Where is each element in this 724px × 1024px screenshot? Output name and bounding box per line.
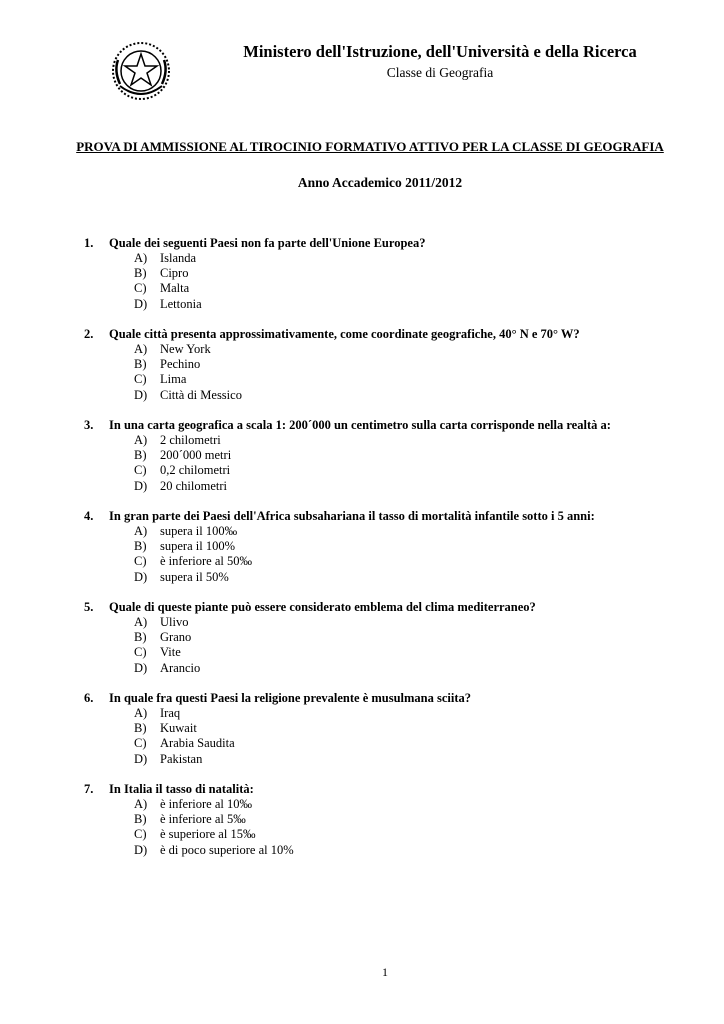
question-text: In quale fra questi Paesi la religione prevalente è musulmana sciita?: [109, 691, 472, 705]
question-number: 2.: [84, 327, 94, 341]
page-number: 1: [382, 965, 388, 979]
option-c: [134, 827, 294, 842]
class-subtitle: Classe di Geografia: [386, 65, 494, 80]
option-text: è inferiore al 10‰: [160, 797, 252, 811]
option-a: [134, 251, 202, 266]
option-letter: A): [134, 342, 148, 356]
option-text: Vite: [160, 645, 181, 660]
option-b: [134, 630, 200, 645]
option-a: [134, 342, 242, 357]
option-c: [134, 281, 202, 296]
option-list: [134, 433, 231, 494]
question-5: [0, 600, 724, 691]
academic-year: Anno Accademico 2011/2012: [297, 175, 463, 190]
option-letter: D): [134, 660, 148, 675]
option-c: [134, 554, 252, 569]
option-text: è inferiore al 50‰: [160, 554, 252, 569]
option-text: Pechino: [160, 357, 201, 372]
option-letter: A): [134, 615, 148, 629]
option-text: Iraq: [160, 706, 181, 720]
option-text: 20 chilometri: [160, 478, 227, 493]
option-b: [134, 448, 231, 463]
option-b: [134, 266, 202, 281]
option-letter: C): [134, 372, 147, 387]
option-d: [134, 661, 200, 676]
option-letter: B): [134, 357, 147, 372]
option-d: [134, 479, 231, 494]
question-list: [0, 236, 724, 873]
question-text: Quale di queste piante può essere considerato emblema del clima mediterraneo?: [109, 600, 536, 614]
question-text: In gran parte dei Paesi dell'Africa subsahariana il tasso di mortalità infantile sotto i 5 anni:: [109, 509, 595, 523]
option-text: Pakistan: [160, 751, 203, 766]
option-text: Cipro: [160, 266, 189, 281]
option-letter: B): [134, 539, 147, 554]
option-letter: B): [134, 721, 147, 736]
option-letter: B): [134, 448, 147, 463]
option-d: [134, 570, 252, 585]
option-b: [134, 721, 235, 736]
option-letter: A): [134, 797, 148, 811]
question-text: Quale dei seguenti Paesi non fa parte dell'Unione Europea?: [109, 236, 426, 250]
question-number: 3.: [84, 418, 94, 432]
question-number: 6.: [84, 691, 94, 705]
option-letter: A): [134, 706, 148, 720]
option-d: [134, 843, 294, 858]
option-letter: C): [134, 736, 147, 751]
option-letter: A): [134, 251, 148, 265]
option-text: supera il 100‰: [160, 524, 238, 538]
option-text: è superiore al 15‰: [160, 827, 256, 842]
italian-republic-emblem-icon: [110, 40, 172, 102]
option-c: [134, 372, 242, 387]
option-c: [134, 645, 200, 660]
option-a: [134, 615, 200, 630]
question-number: 1.: [84, 236, 94, 250]
option-text: 2 chilometri: [160, 433, 221, 447]
option-letter: D): [134, 387, 148, 402]
option-text: Arabia Saudita: [160, 736, 235, 751]
question-number: 7.: [84, 782, 94, 796]
option-b: [134, 812, 294, 827]
option-a: [134, 797, 294, 812]
option-a: [134, 524, 252, 539]
option-letter: D): [134, 296, 148, 311]
option-letter: C): [134, 281, 147, 296]
option-text: Kuwait: [160, 721, 197, 736]
option-letter: D): [134, 478, 148, 493]
option-text: Ulivo: [160, 615, 189, 629]
option-letter: B): [134, 630, 147, 645]
option-letter: B): [134, 812, 147, 827]
option-d: [134, 297, 202, 312]
option-text: Città di Messico: [160, 387, 242, 402]
question-text: Quale città presenta approssimativamente, come coordinate geografiche, 40° N e 70° W?: [109, 327, 580, 341]
question-number: 4.: [84, 509, 94, 523]
exam-title: PROVA DI AMMISSIONE AL TIROCINIO FORMATIVO ATTIVO PER LA CLASSE DI GEOGRAFIA: [76, 139, 664, 154]
question-2: [0, 327, 724, 418]
option-a: [134, 706, 235, 721]
question-text: In una carta geografica a scala 1: 200´000 un centimetro sulla carta corrisponde nella realtà a:: [109, 418, 611, 432]
option-text: Arancio: [160, 660, 201, 675]
question-text: In Italia il tasso di natalità:: [109, 782, 254, 796]
option-c: [134, 463, 231, 478]
option-text: 0,2 chilometri: [160, 463, 231, 478]
option-text: è inferiore al 5‰: [160, 812, 246, 827]
option-letter: C): [134, 554, 147, 569]
option-b: [134, 539, 252, 554]
question-number: 5.: [84, 600, 94, 614]
option-letter: D): [134, 569, 148, 584]
question-1: [0, 236, 724, 327]
option-list: [134, 797, 294, 858]
option-text: Grano: [160, 630, 192, 645]
ministry-title: Ministero dell'Istruzione, dell'Università e della Ricerca: [243, 42, 637, 61]
option-text: è di poco superiore al 10%: [160, 842, 294, 857]
option-text: supera il 50%: [160, 569, 229, 584]
option-text: 200´000 metri: [160, 448, 232, 463]
option-letter: D): [134, 842, 148, 857]
question-4: [0, 509, 724, 600]
option-letter: B): [134, 266, 147, 281]
option-text: Lettonia: [160, 296, 202, 311]
option-d: [134, 388, 242, 403]
option-list: [134, 524, 252, 585]
option-text: Islanda: [160, 251, 197, 265]
option-d: [134, 752, 235, 767]
option-letter: C): [134, 827, 147, 842]
option-text: New York: [160, 342, 211, 356]
option-text: Lima: [160, 372, 187, 387]
option-b: [134, 357, 242, 372]
question-3: [0, 418, 724, 509]
option-letter: A): [134, 524, 148, 538]
option-letter: C): [134, 463, 147, 478]
option-list: [134, 706, 235, 767]
option-letter: A): [134, 433, 148, 447]
option-list: [134, 615, 200, 676]
option-list: [134, 342, 242, 403]
option-text: supera il 100%: [160, 539, 235, 554]
option-letter: C): [134, 645, 147, 660]
option-letter: D): [134, 751, 148, 766]
question-7: [0, 782, 724, 873]
option-text: Malta: [160, 281, 190, 296]
option-a: [134, 433, 231, 448]
option-list: [134, 251, 202, 312]
question-6: [0, 691, 724, 782]
option-c: [134, 736, 235, 751]
